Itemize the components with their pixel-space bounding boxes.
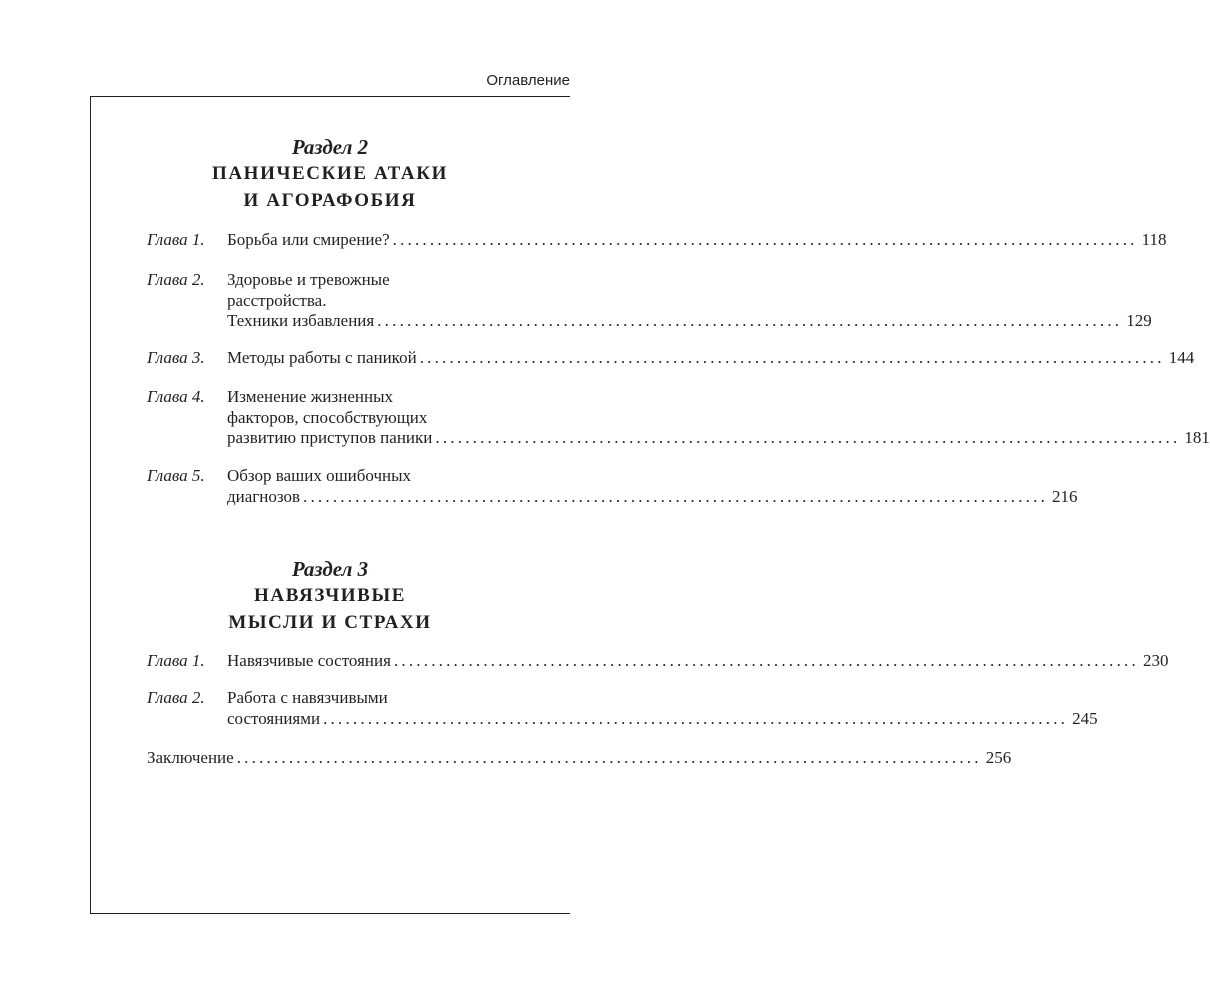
chapter-title: расстройства. — [227, 290, 327, 310]
dot-leader: .................................................................................................... — [377, 311, 1123, 330]
page-number: 245 — [1072, 708, 1098, 728]
section-title-line: НАВЯЗЧИВЫЕ — [254, 585, 406, 606]
toc-entry[interactable] — [147, 466, 1078, 507]
dot-leader: .................................................................................................... — [323, 708, 1069, 728]
page-number: 256 — [985, 748, 1012, 767]
toc-entry[interactable] — [147, 688, 1098, 729]
section-label: Раздел 2 — [291, 135, 369, 159]
section-title-line: И АГОРАФОБИЯ — [243, 190, 417, 211]
section-title-line: ПАНИЧЕСКИЕ АТАКИ — [211, 163, 449, 184]
chapter-number: Глава 5. — [147, 466, 205, 485]
chapter-title: Работа с навязчивыми — [227, 688, 388, 707]
chapter-number: Глава 2. — [147, 688, 205, 707]
chapter-number: Глава 1. — [147, 230, 205, 249]
toc-entry[interactable] — [147, 348, 1195, 369]
dot-leader: .................................................................................................... — [236, 748, 982, 767]
chapter-number: Глава 3. — [147, 348, 205, 367]
page-number: 181 — [1184, 428, 1210, 447]
chapter-title: факторов, способствующих — [227, 407, 428, 427]
chapter-title: развитию приступов паники — [227, 428, 433, 447]
page-number: 230 — [1142, 651, 1169, 670]
chapter-title: Борьба или смирение? — [227, 230, 390, 249]
dot-leader: .................................................................................................... — [392, 230, 1138, 249]
chapter-title: Методы работы с паникой — [227, 348, 417, 367]
section-title-line: МЫСЛИ И СТРАХИ — [228, 612, 432, 633]
chapter-title: состояниями — [227, 708, 321, 728]
chapter-title: диагнозов — [227, 486, 301, 506]
dot-leader: .................................................................................................... — [303, 486, 1049, 506]
chapter-number: Глава 1. — [147, 651, 205, 670]
page-number: 118 — [1141, 230, 1167, 249]
page-number: 216 — [1052, 486, 1078, 506]
chapter-title: Изменение жизненных — [227, 387, 394, 406]
section-label: Раздел 3 — [291, 557, 369, 581]
dot-leader: .................................................................................................... — [419, 348, 1165, 367]
chapter-number: Глава 4. — [147, 387, 205, 406]
dot-leader: .................................................................................................... — [435, 428, 1181, 447]
page-number: 129 — [1126, 311, 1152, 330]
chapter-number: Глава 2. — [147, 270, 205, 289]
chapter-title: Здоровье и тревожные — [227, 270, 390, 289]
toc-entry[interactable] — [147, 748, 1012, 769]
section-heading — [90, 134, 570, 214]
page-number: 144 — [1168, 348, 1195, 367]
chapter-title: Навязчивые состояния — [227, 651, 391, 670]
toc-entry[interactable] — [147, 230, 1167, 251]
toc-entry[interactable] — [147, 270, 1152, 332]
conclusion-title: Заключение — [147, 748, 234, 767]
dot-leader: .................................................................................................... — [393, 651, 1139, 670]
chapter-title: Техники избавления — [227, 311, 375, 330]
chapter-title: Обзор ваших ошибочных — [227, 466, 412, 485]
section-heading — [90, 556, 570, 636]
toc-entry[interactable] — [147, 387, 1210, 449]
running-head: Оглавление — [486, 72, 570, 89]
toc-entry[interactable] — [147, 651, 1169, 672]
